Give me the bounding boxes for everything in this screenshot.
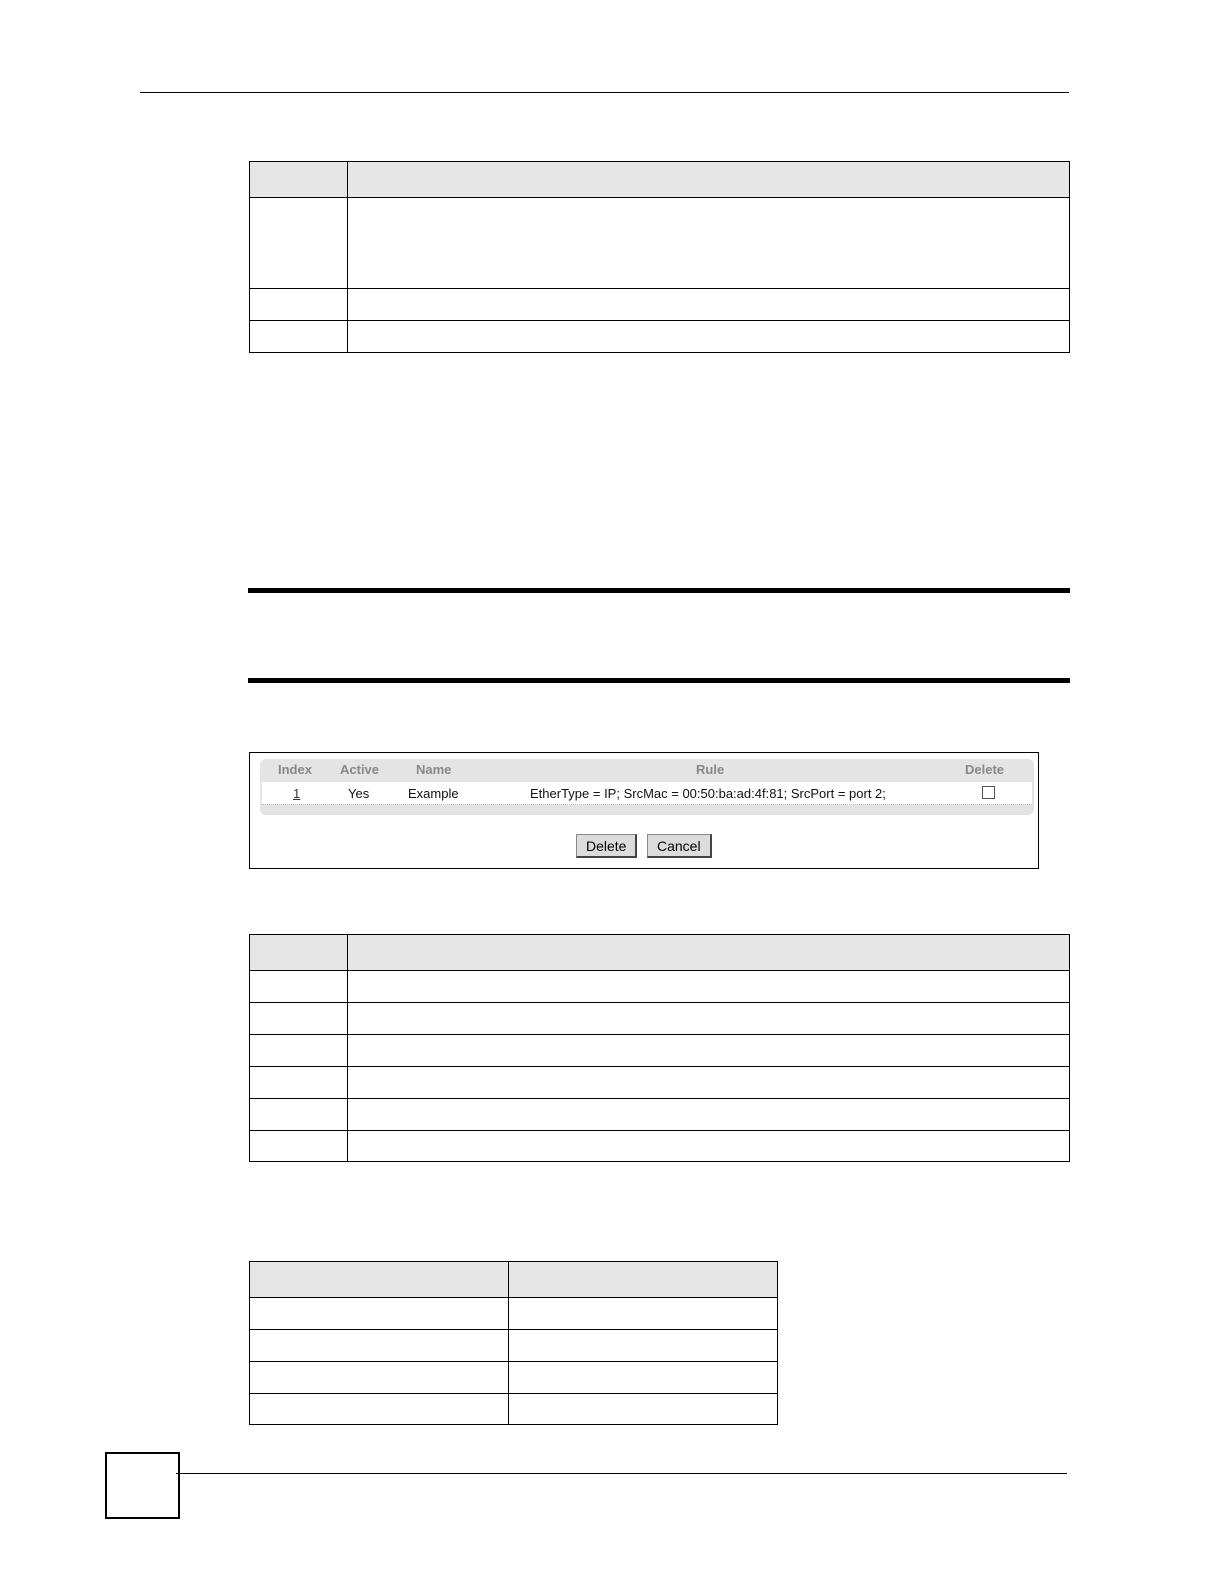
cancel-button[interactable]: Cancel bbox=[647, 834, 712, 858]
delete-checkbox[interactable] bbox=[982, 786, 995, 799]
column-header-index: Index bbox=[278, 762, 312, 777]
delete-button[interactable]: Delete bbox=[576, 834, 637, 858]
summary-table-header bbox=[260, 759, 1034, 780]
header-rule bbox=[140, 92, 1069, 93]
rule-cell: EtherType = IP; SrcMac = 00:50:ba:ad:4f:81; SrcPort = port 2; bbox=[530, 786, 886, 801]
classifier-summary-screenshot bbox=[249, 752, 1039, 869]
field-description-table-2 bbox=[249, 934, 1070, 1162]
index-link[interactable]: 1 bbox=[293, 786, 301, 801]
figure-bottom-rule bbox=[248, 678, 1070, 683]
footer-rule bbox=[176, 1473, 1067, 1474]
page-number-box bbox=[105, 1452, 180, 1519]
active-cell: Yes bbox=[348, 786, 370, 801]
field-description-table-1 bbox=[249, 161, 1070, 353]
figure-top-rule bbox=[248, 588, 1070, 593]
name-cell: Example bbox=[408, 786, 459, 801]
column-header-rule: Rule bbox=[696, 762, 725, 777]
index-cell bbox=[293, 786, 300, 801]
column-header-name: Name bbox=[416, 762, 452, 777]
summary-table bbox=[260, 759, 1034, 815]
column-header-delete: Delete bbox=[965, 762, 1005, 777]
table-row bbox=[262, 782, 1032, 805]
two-column-table bbox=[249, 1261, 778, 1425]
column-header-active: Active bbox=[340, 762, 380, 777]
